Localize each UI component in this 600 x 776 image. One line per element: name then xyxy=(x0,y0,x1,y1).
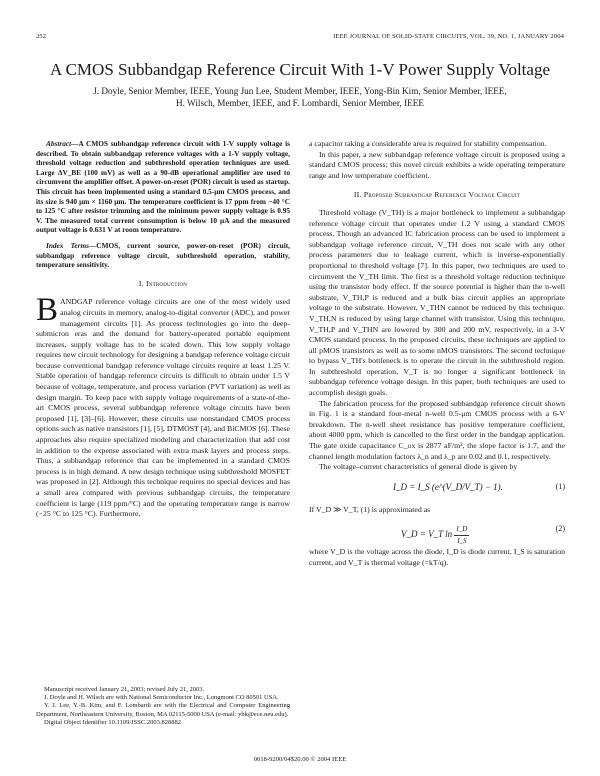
intro-text: ANDGAP reference voltage circuits are one of the most widely used analog circuits in memory, analog-to-digital converter (ADC), and power management circuits [1]. As process technologies go into the deep-submicron eras and the demand for battery-operated portable equipment increases, supply voltage has to be scaled down. This low supply voltage requires new circuit technology for designing a bandgap reference voltage circuit because conventional bandgap reference voltage circuits require at least 1.25 V. Stable operation of bandgap reference circuits is difficult to obtain under 1.5 V because of voltage, temperature, and process variation (PVT variation) as well as design margin. To keep pace with supply voltage requirements of a state-of-the-art CMOS process, several subbandgap reference voltage circuits have been proposed [1], [3]–[6]. However, these circuits use nonstandard CMOS process options such as native transistors [1], [5], DTMOST [4], and BiCMOS [6]. These approaches also require specialized modeling and characterization that add cost in addition to the expense associated with extra mask layers and process steps. Thus, a subbandgap reference that can be implemented in a standard CMOS process is in high demand. A new design technique using subthreshold MOSFET was proposed in [2]. Although this technique requires no special devices and has a small area compared with previous subbandgap circuits, the temperature coefficient is large (119 ppm/°C) and the operating temperature range is narrow (−25 °C to 125 °C). Furthermore, xyxy=(36,297,290,519)
author-list xyxy=(36,85,564,109)
abstract xyxy=(36,139,290,235)
equation-2-fraction: $\frac{I\_D}{I\_S}$ xyxy=(456,525,468,545)
journal-header: IEEE JOURNAL OF SOLID-STATE CIRCUITS, VOL. 39, NO. 1, JANUARY 2004 xyxy=(333,33,564,40)
section2-paragraph-5: where V_D is the voltage across the diode, I_D is diode current, I_S is saturation current, and V_T is thermal voltage (=kT/q). xyxy=(309,547,565,567)
index-terms-text: CMOS, current source, power-on-reset (POR) circuit, subbandgap reference voltage circuit, subthreshold operation, stability, temperature sensitivity. xyxy=(36,240,291,270)
equation-1-number: (1) xyxy=(555,481,565,491)
footnote-doi: Digital Object Identifier 10.1109/JSSC.2003.820882 xyxy=(44,718,181,726)
footnote-received: Manuscript received January 21, 2003; revised July 21, 2003. xyxy=(44,686,205,693)
section-heading-proposed: II. Proposed Subbandgap Reference Voltage Circuit xyxy=(353,190,521,200)
index-terms-label: Index Terms— xyxy=(46,240,97,250)
page-number: 252 xyxy=(36,33,46,40)
copyright-footer: 0018-9200/04$20.00 © 2004 IEEE xyxy=(253,756,347,763)
equation-2-expression: V_D = V_T ln $\frac{I\_D}{I\_S}$ xyxy=(401,525,468,545)
footnote-affiliation-2: Y. J. Lee, Y.-B. Kim, and F. Lombardi are with the Electrical and Computer Engineering Department, Northeastern University, Boston, MA 02115-5000 USA (e-mail: ybk@ece.neu.edu). xyxy=(36,702,290,718)
index-terms xyxy=(36,241,290,270)
equation-2 xyxy=(309,519,565,543)
footnotes xyxy=(36,686,290,727)
author-line-2: H. Wilsch, Member, IEEE, and F. Lombardi, Senior Member, IEEE xyxy=(175,98,425,108)
equation-1 xyxy=(309,477,565,501)
right-column xyxy=(309,139,565,569)
section2-paragraph-1: Threshold voltage (V_TH) is a major bottleneck to implement a subbandgap reference voltage circuit that operates under 1.2 V using a standard CMOS process. Though an advanced IC fabrication process can be used to implement a subbandgap voltage reference circuit, V_TH does not scale with any other process parameters due to leakage current, which is inverse-exponentially proportional to threshold voltage [7]. In this paper, two techniques are used to circumvent the V_TH limit. The first is a threshold voltage reduction technique using the transistor body effect. If the source potential is higher than the n-well substrate, V_TH,P is reduced and a bulk bias circuit applies an appropriate voltage to the substrate. However, V_THN cannot be reduced by this technique. V_TH,N is reduced by using large channel with transistor. Using this technique, V_TH,P and V_THN are lowered by 300 and 200 mV, respectively, in a 3-V CMOS standard process. In the proposed circuits, these techniques are applied to all pMOS transistors as well as to some nMOS transistors. The second technique to bypass V_TH's bottleneck is to operate the circuit in the subthreshold region. In subthreshold operation, V_T is no longer a significant bottleneck in subbandgap reference voltage design. In this paper, both techniques are used to accomplish design goals. xyxy=(309,207,565,398)
author-line-1: J. Doyle, Senior Member, IEEE, Young Jun Lee, Student Member, IEEE, Yong-Bin Kim, Senior Member, IEEE, xyxy=(93,86,507,96)
section-heading-introduction: I. Introduction xyxy=(138,278,188,288)
section2-paragraph-2: The fabrication process for the proposed subbandgap reference circuit shown in Fig. 1 is a standard four-metal n-well 0.5-μm CMOS process with a 6-V breakdown. The n-well sheet resistance has positive temperature coefficient, about 4000 ppm, which is cancelled to the first order in the bandgap application. The gate oxide capacitance C_ox is 2877 aF/m², the slope factor is 1.7, and the channel length modulation factors λ_n and λ_p are 0.02 and 0.1, respectively. xyxy=(309,398,565,461)
intro-paragraph xyxy=(36,292,290,519)
section2-paragraph-3: The voltage–current characteristics of general diode is given by xyxy=(319,462,518,472)
abstract-label: Abstract— xyxy=(46,139,79,148)
running-header xyxy=(36,33,564,45)
footnote-affiliation-1: J. Doyle and H. Wilsch are with National Semiconductor Inc., Longmont CO 80501 USA. xyxy=(44,694,279,702)
section2-paragraph-4: If V_D ≫ V_T, (1) is approximated as xyxy=(309,504,431,514)
abstract-text: A CMOS subbandgap reference circuit with 1-V supply voltage is described. To obtain subbandgap reference voltages with a 1-V supply voltage, threshold voltage reduction and subthreshold operation techniques are used. Large ΔV_BE (100 mV) as well as a 90-dB operational amplifier are used to circumvent the amplifier offset. A power-on-reset (POR) circuit is used as startup. This circuit has been implemented using a standard 0.5-μm CMOS process, and its size is 940 μm × 1160 μm. The temperature coefficient is 17 ppm from −40 °C to 125 °C after resistor trimming and the minimum power supply voltage is 0.95 V. The measured total current consumption is below 10 μA and the measured output voltage is 0.631 V at room temperature. xyxy=(36,139,290,235)
equation-2-number: (2) xyxy=(555,524,565,534)
intro-paragraph-2: In this paper, a new subbandgap reference voltage circuit is proposed using a standard CMOS process; this novel circuit exhibits a wide operating temperature range and low temperature coefficient. xyxy=(309,149,565,180)
paper-title: A CMOS Subbandgap Reference Circuit With 1-V Power Supply Voltage xyxy=(50,60,550,79)
equation-1-expression: I_D = I_S (e^(V_D/V_T) − 1). xyxy=(393,481,503,492)
drop-cap: B xyxy=(36,292,59,329)
left-column xyxy=(36,139,290,520)
intro-continuation: a capacitor taking a considerable area is required for stability compensation. xyxy=(309,139,547,148)
